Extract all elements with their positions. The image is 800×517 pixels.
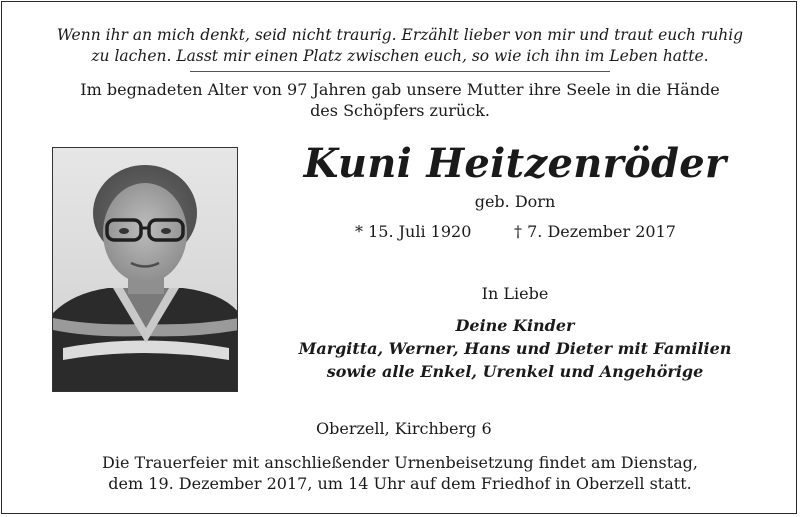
funeral-line: dem 19. Dezember 2017, um 14 Uhr auf dem Friedhof in Oberzell statt. [108,474,692,493]
portrait-photo [52,147,238,392]
intro-line: des Schöpfers zurück. [310,101,490,120]
death-date: † 7. Dezember 2017 [514,222,676,241]
mourners [265,314,765,383]
divider [190,71,610,72]
quote-line: Wenn ihr an mich denkt, seid nicht traurig. Erzählt lieber von mir und traut euch ruhig [56,26,744,44]
mourners-line: Margitta, Werner, Hans und Dieter mit Familien [298,339,732,358]
birth-date: * 15. Juli 1920 [355,222,472,241]
memorial-quote [40,25,760,67]
mourners-line: sowie alle Enkel, Urenkel und Angehörige [326,362,704,381]
funeral-info [60,452,740,494]
quote-line: zu lachen. Lasst mir einen Platz zwischen euch, so wie ich ihn im Leben hatte. [91,47,709,65]
in-love-line: In Liebe [481,284,549,303]
funeral-line: Die Trauerfeier mit anschließender Urnenbeisetzung findet am Dienstag, [102,453,698,472]
address: Oberzell, Kirchberg 6 [316,419,492,438]
birth-name: geb. Dorn [474,192,556,211]
intro-text [60,79,740,121]
mourners-line: Deine Kinder [455,316,575,335]
intro-line: Im begnadeten Alter von 97 Jahren gab unsere Mutter ihre Seele in die Hände [80,80,720,99]
deceased-name: Kuni Heitzenröder [303,140,727,187]
